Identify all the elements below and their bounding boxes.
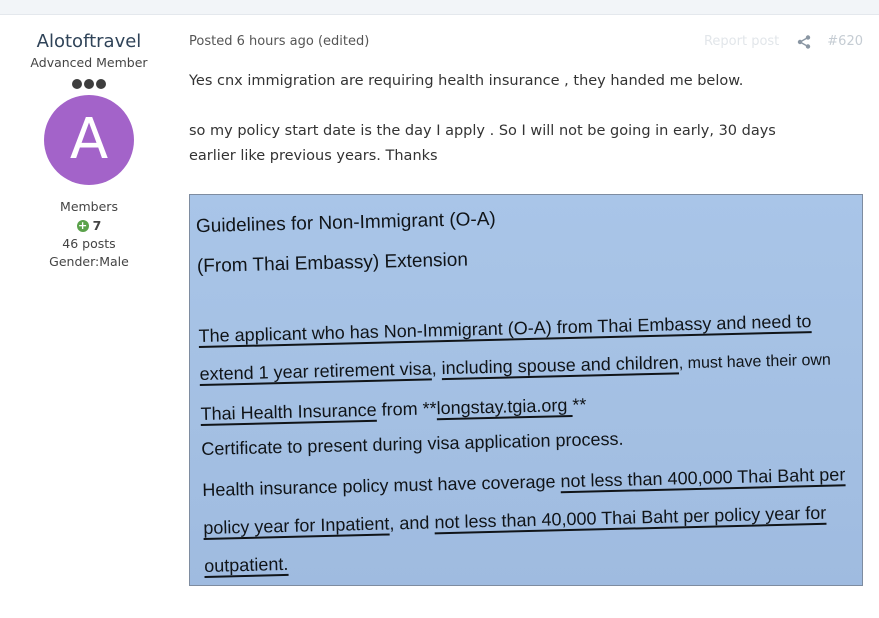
- doc-line: policy year for Inpatient, and not less than 40,000 Thai Baht per policy year for: [203, 502, 827, 538]
- post-paragraph: [189, 119, 863, 169]
- post-date: Posted 6 hours ago (edited): [189, 34, 370, 49]
- rank-pips: [0, 74, 178, 88]
- post-number-link[interactable]: #620: [827, 34, 863, 49]
- doc-line: Thai Health Insurance from **longstay.tgia.org **: [200, 394, 587, 425]
- post-paragraph-line: so my policy start date is the day I apply . So I will not be going in early, 30 days: [189, 123, 776, 139]
- post-paragraph: Yes cnx immigration are requiring health insurance , they handed me below.: [189, 73, 744, 89]
- share-icon[interactable]: [797, 35, 811, 49]
- post-body: [189, 14, 863, 576]
- gender-field: Gender:Male: [49, 254, 129, 269]
- attached-photo[interactable]: [189, 194, 863, 586]
- avatar[interactable]: A: [44, 95, 134, 185]
- doc-line: outpatient.: [204, 553, 289, 576]
- top-bar: [0, 0, 879, 15]
- plus-icon: +: [78, 219, 88, 232]
- author-panel: [0, 14, 178, 271]
- rank-pip: [96, 79, 106, 89]
- author-name-link[interactable]: Alotoftravel: [36, 31, 142, 52]
- doc-line: The applicant who has Non-Immigrant (O-A) from Thai Embassy and need to: [198, 311, 812, 347]
- report-post-link[interactable]: Report post: [703, 34, 780, 49]
- post-header: [189, 14, 863, 49]
- post-tools: [704, 34, 863, 49]
- post-count: 46 posts: [62, 236, 116, 251]
- reputation-badge: [0, 216, 178, 235]
- doc-line: extend 1 year retirement visa, including spouse and children, must have their own: [199, 351, 832, 385]
- member-group: Members: [60, 199, 118, 214]
- document-text: [189, 194, 863, 586]
- doc-title: Guidelines for Non-Immigrant (O-A): [195, 208, 497, 238]
- rank-pip: [84, 79, 94, 89]
- doc-line: Certificate to present during visa application process.: [201, 428, 624, 460]
- reputation-count: 7: [92, 218, 102, 233]
- doc-subtitle: (From Thai Embassy) Extension: [196, 249, 469, 278]
- doc-line: Health insurance policy must have coverage not less than 400,000 Thai Baht per: [202, 464, 846, 501]
- post-paragraph-line: earlier like previous years. Thanks: [189, 148, 438, 164]
- rank-pip: [72, 79, 82, 89]
- author-rank-title: Advanced Member: [30, 55, 148, 70]
